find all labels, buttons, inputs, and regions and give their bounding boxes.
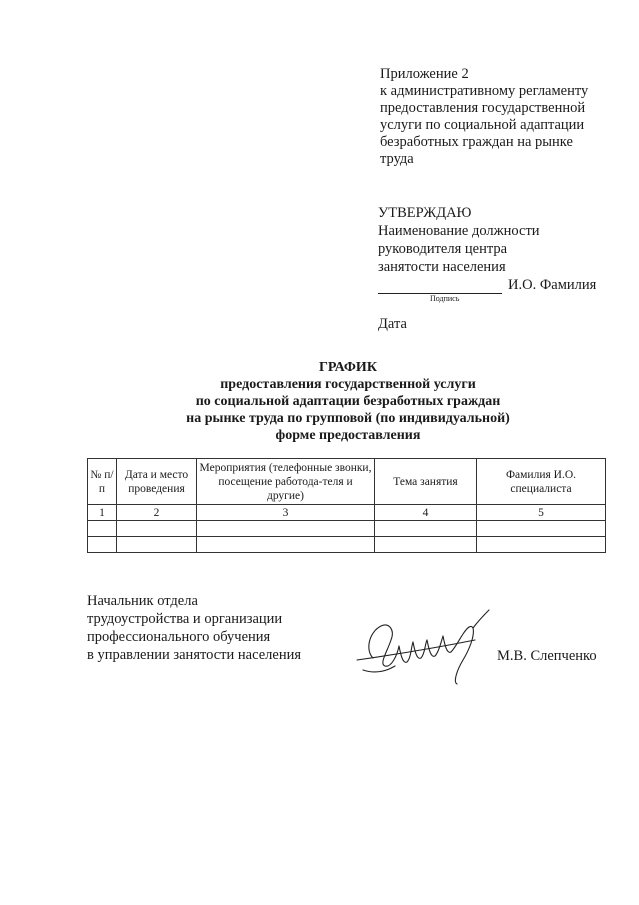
appendix-line: безработных граждан на рынке: [380, 134, 573, 150]
title-line: по социальной адаптации безработных граждан: [195, 394, 501, 409]
column-header-date-place: Дата и место проведения: [117, 459, 197, 505]
approval-heading: УТВЕРЖДАЮ: [378, 205, 472, 221]
title-line: предоставления государственной услуги: [220, 377, 476, 392]
table-cell: [197, 537, 375, 553]
column-header-number: № п/п: [88, 459, 117, 505]
appendix-line: услуги по социальной адаптации: [380, 117, 585, 133]
table-cell: [88, 521, 117, 537]
column-number-cell: 3: [197, 505, 375, 521]
title-main: ГРАФИК: [319, 360, 377, 375]
column-number-cell: 5: [477, 505, 606, 521]
table-cell: [117, 537, 197, 553]
column-number-cell: 4: [375, 505, 477, 521]
title-line: на рынке труда по групповой (по индивидуальной): [186, 411, 510, 426]
schedule-title: [90, 359, 606, 444]
footer-line: трудоустройства и организации: [87, 611, 283, 627]
table-header-row: [88, 459, 606, 505]
footer-line: профессионального обучения: [87, 629, 271, 645]
signature-blank: [378, 279, 502, 294]
appendix-line: предоставления государственной: [380, 100, 586, 116]
approval-line: Наименование должности: [378, 223, 540, 239]
column-number-cell: 2: [117, 505, 197, 521]
signature-caption: Подпись: [430, 294, 460, 303]
signature-line-row: [378, 276, 618, 294]
approval-line: занятости населения: [378, 259, 506, 275]
appendix-line: к административному регламенту: [380, 83, 589, 99]
footer-line: в управлении занятости населения: [87, 647, 302, 663]
appendix-line: труда: [380, 151, 414, 167]
column-header-specialist: Фамилия И.О. специалиста: [477, 459, 606, 505]
handwritten-signature: [355, 600, 505, 690]
appendix-note: [380, 66, 620, 168]
table-row: [88, 521, 606, 537]
table-cell: [375, 537, 477, 553]
column-header-topic: Тема занятия: [375, 459, 477, 505]
table-cell: [477, 521, 606, 537]
table-row: [88, 505, 606, 521]
date-label: Дата: [378, 316, 407, 332]
footer-line: Начальник отдела: [87, 593, 198, 609]
table-cell: [375, 521, 477, 537]
appendix-line: Приложение 2: [380, 66, 469, 82]
column-header-activities: Мероприятия (телефонные звонки, посещение работода-теля и другие): [197, 459, 375, 505]
signer-name: М.В. Слепченко: [497, 648, 597, 664]
approval-block: [378, 204, 618, 333]
footer-position: [87, 592, 317, 664]
table-cell: [477, 537, 606, 553]
table-cell: [88, 537, 117, 553]
approver-name: И.О. Фамилия: [508, 277, 597, 293]
column-number-cell: 1: [88, 505, 117, 521]
table-row: [88, 537, 606, 553]
schedule-table: [87, 458, 606, 553]
title-line: форме предоставления: [275, 428, 421, 443]
approval-line: руководителя центра: [378, 241, 508, 257]
table-cell: [197, 521, 375, 537]
table-cell: [117, 521, 197, 537]
